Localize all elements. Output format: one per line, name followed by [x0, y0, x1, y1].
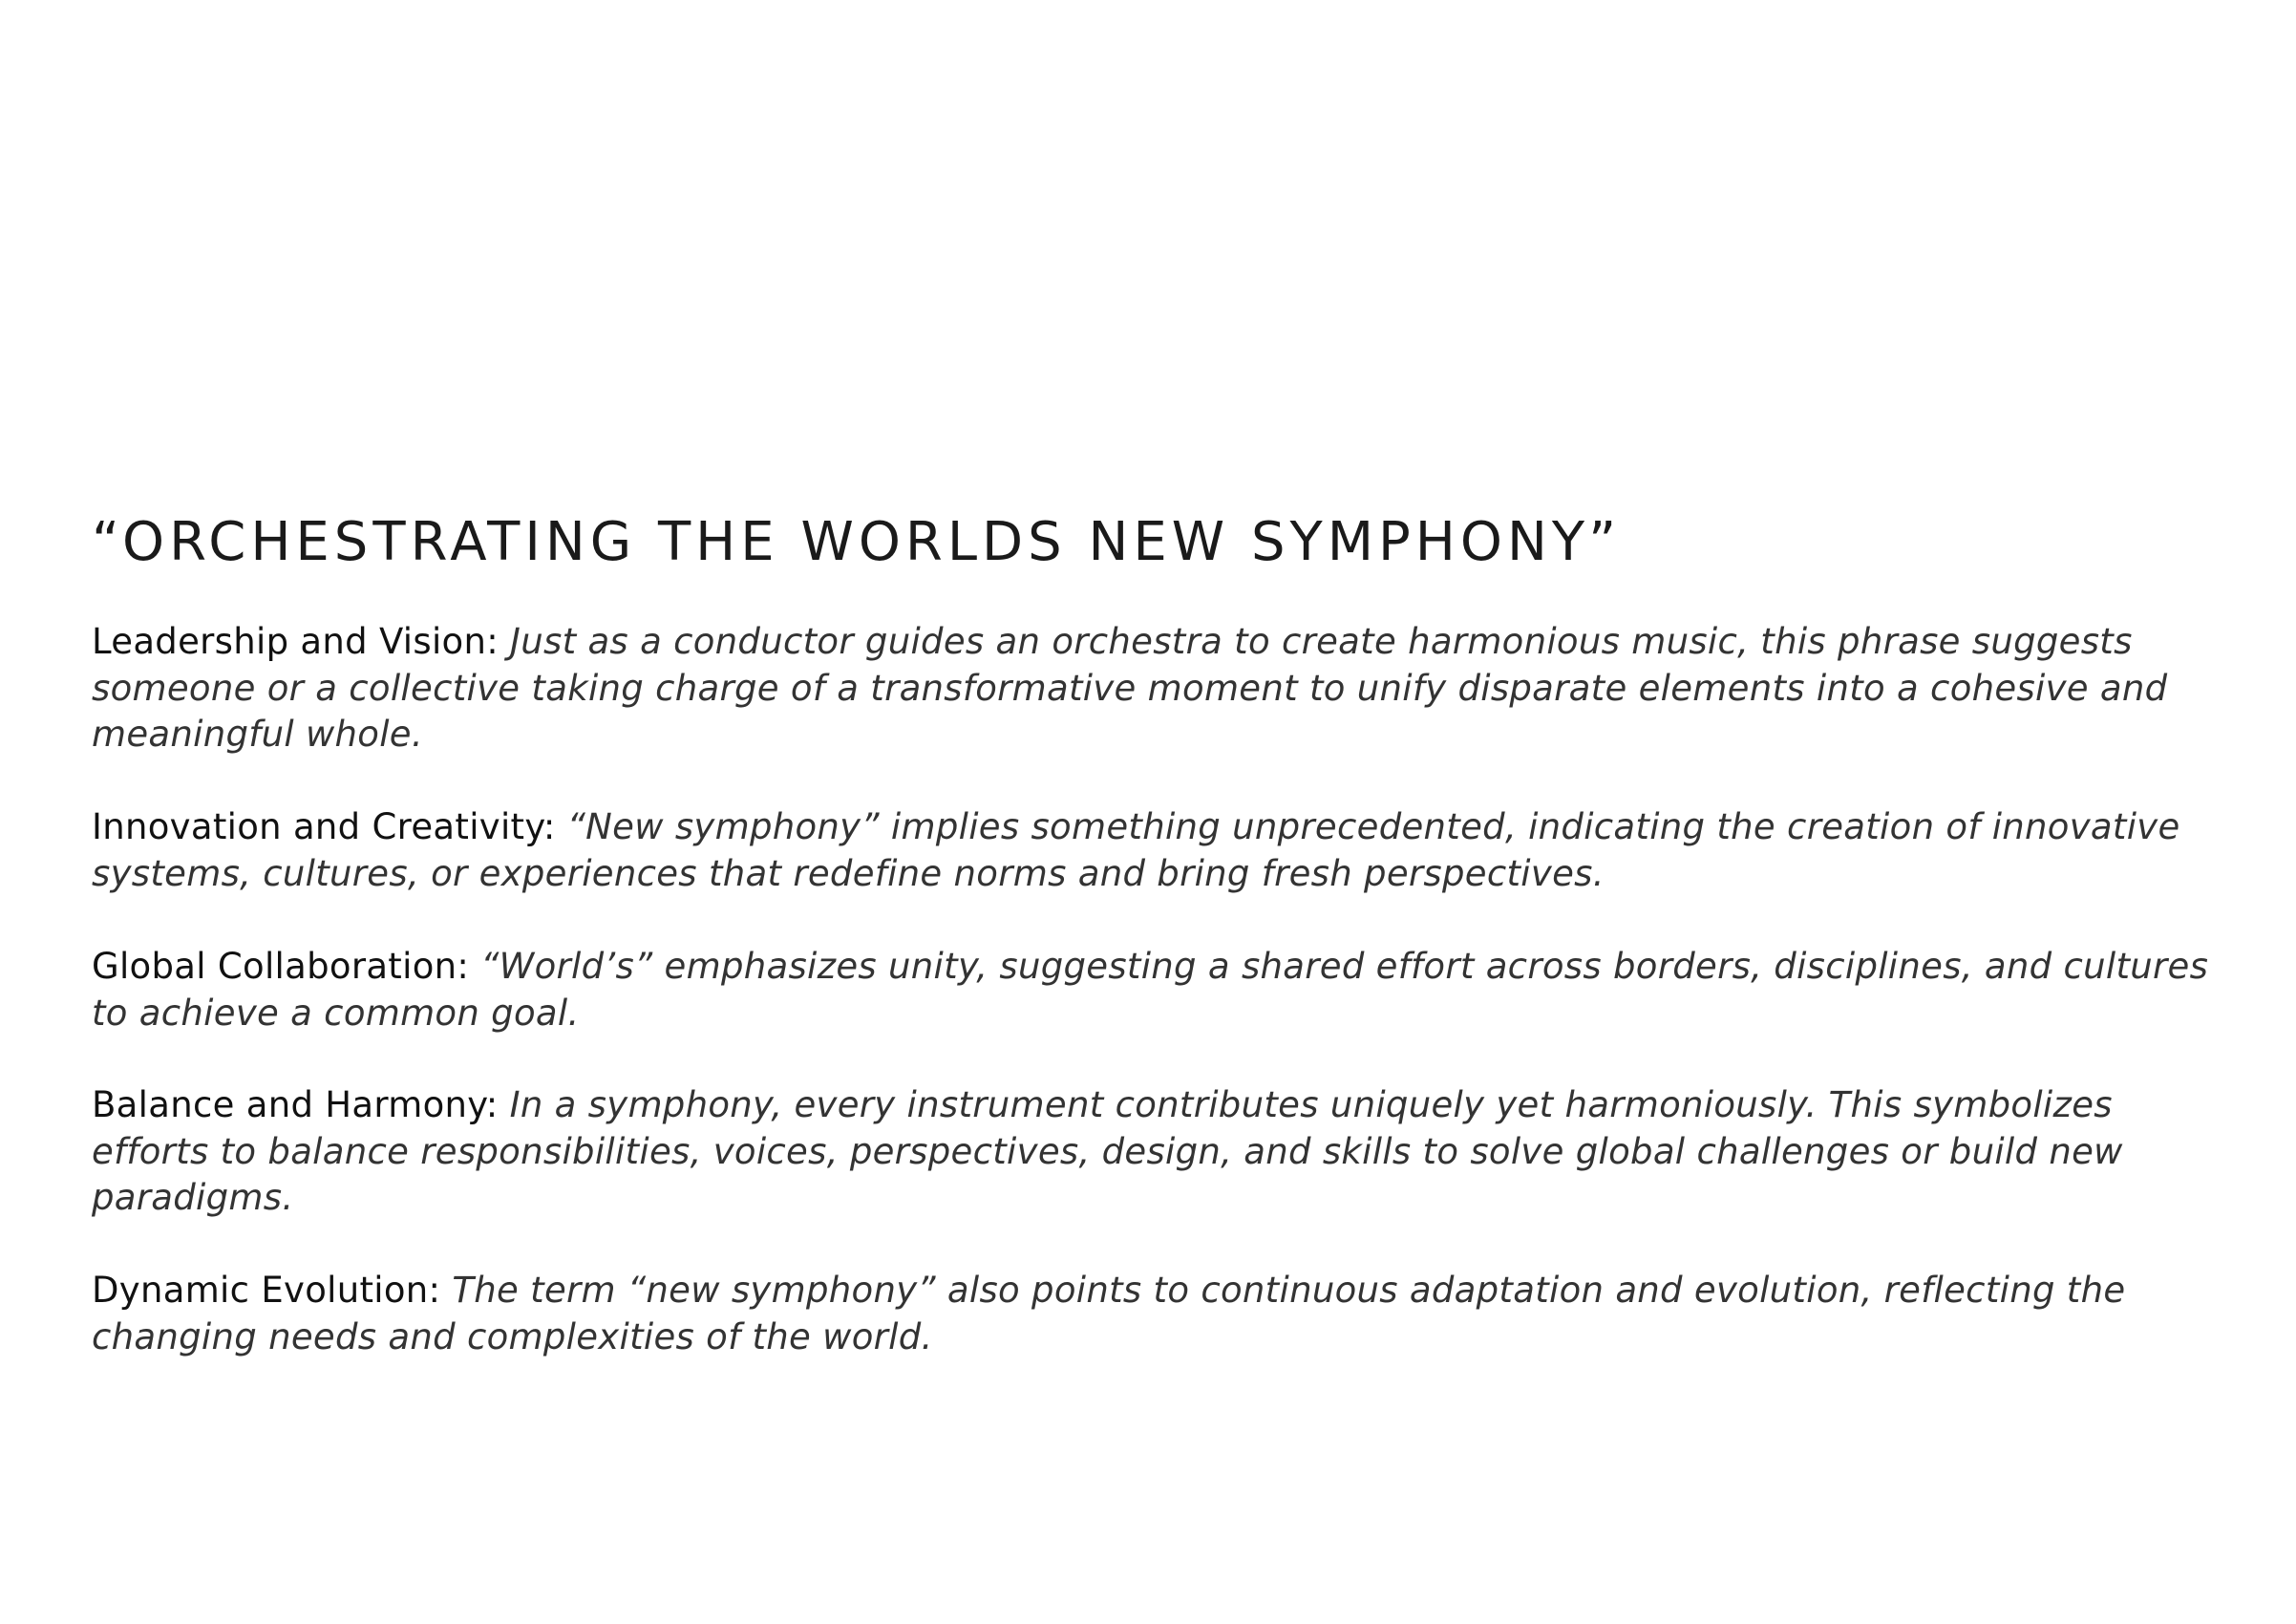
entry-term: Leadership and Vision:: [92, 621, 499, 662]
page-title: “ORCHESTRATING THE WORLDS NEW SYMPHONY”: [92, 511, 1622, 573]
entry-description: “New symphony” implies something unprecedented, indicating the creation of innovative systems, cultures, or experiences that redefine norms and bring fresh perspectives.: [92, 806, 2180, 894]
entry-description: Just as a conductor guides an orchestra to create harmonious music, this phrase suggests someone or a collective taking charge of a transformative moment to unify disparate elements into a cohesive and meaningful whole.: [92, 621, 2168, 755]
entry-term: Global Collaboration:: [92, 946, 470, 987]
entry-term: Dynamic Evolution:: [92, 1270, 441, 1311]
entry-leadership-vision: [92, 619, 2231, 759]
entry-balance-harmony: [92, 1082, 2231, 1222]
entry-global-collaboration: [92, 944, 2231, 1036]
entry-dynamic-evolution: [92, 1268, 2231, 1360]
entry-description: “World’s” emphasizes unity, suggesting a shared effort across borders, disciplines, and cultures to achieve a common goal.: [92, 946, 2209, 1034]
entry-term: Balance and Harmony:: [92, 1084, 499, 1125]
entry-innovation-creativity: [92, 804, 2231, 897]
entry-description: In a symphony, every instrument contributes uniquely yet harmoniously. This symbolizes efforts to balance responsibilities, voices, perspectives, design, and skills to solve global challenges or build new paradigms.: [92, 1084, 2123, 1218]
entry-term: Innovation and Creativity:: [92, 806, 556, 847]
entry-description: The term “new symphony” also points to continuous adaptation and evolution, reflecting the changing needs and complexities of the world.: [92, 1270, 2126, 1357]
